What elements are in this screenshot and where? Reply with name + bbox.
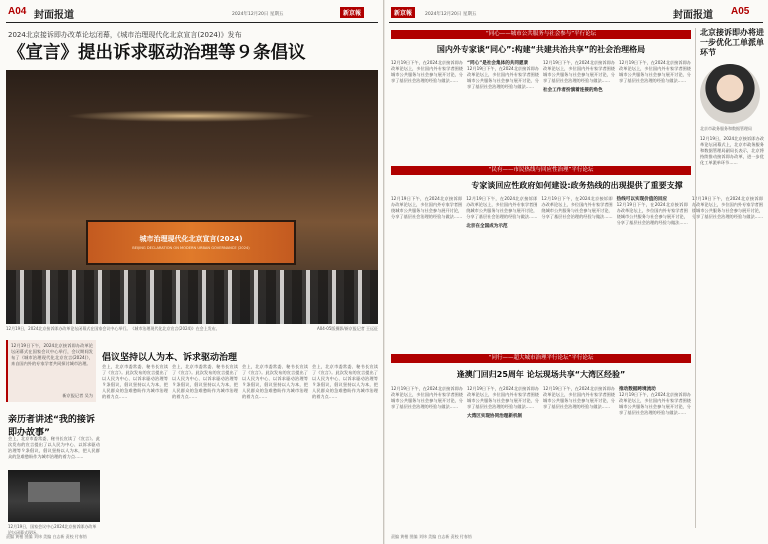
page-footer: 责编 黄楷 图编 刘炜 美编 白志新 责校 付春愔 [391,534,472,539]
body-text: 会上，北京市委常委、秘书长宣读了《宣言》。此次发布的宣言提出了以人民为中心、以诉求驱动治理等９条倡议，倡议坚持以人为本，把人民群众的急难愁盼作为城市治理的着力点…… [242,364,308,399]
article-headline-3: 逢澳门回归25周年 论坛现场共享“大湾区经验” [456,370,626,379]
page-number: A04 [8,6,27,17]
section-title-1: 倡议坚持以人为本、诉求驱动治理 [102,353,238,363]
subhead: “同心”是社会集体的共同愿景 [467,61,529,66]
masthead-logo: 新京報 [340,7,364,18]
main-photo [6,70,378,324]
body-text: 12月19日下午，在2024北京接诉即办改革论坛上，多位国内外专家学者围绕城市公共服务与社会参与展开讨论，分享了基层社会治理的经验与做法…… [543,60,615,83]
body-text: 12月19日下午，在2024北京接诉即办改革论坛上，多位国内外专家学者围绕城市公共服务与社会参与展开讨论，分享了基层社会治理的经验与做法…… [691,196,764,219]
sidebar-body: 12月19日，2024北京接诉即办改革论坛闭幕式上，北京市政务服务和数据管理局副局长表示，北京将持续推动接诉即办改革，进一步优化工单派单环节…… [700,136,764,165]
screen-title: 城市治理现代化北京宣言(2024) [139,235,243,243]
article-1-col3 [543,60,615,160]
body-text: 12月19日下午，在2024北京接诉即办改革论坛上，多位国内外专家学者围绕城市公共服务与社会参与展开讨论，分享了基层社会治理的经验与做法…… [466,196,538,219]
article-3-col4 [619,386,691,526]
body-text: 12月19日下午，在2024北京接诉即办改革论坛上，多位国内外专家学者围绕城市公共服务与社会参与展开讨论，分享了基层社会治理的经验与做法…… [391,386,463,409]
page-number: A05 [731,6,750,17]
left-body-columns [102,364,378,474]
lead-credit: 新京报记者 吴为 [62,393,93,398]
left-header [0,6,383,22]
subhead: 大湾区实现协同治理新机制 [467,414,523,419]
kicker: 2024北京接诉即办改革论坛闭幕，《城市治理现代化北京宣言(2024)》发布 [8,31,242,39]
subhead: 推动数据跨境流动 [619,387,656,392]
headline: 《宣言》提出诉求驱动治理等９条倡议 [8,43,306,63]
forum-banner-1: “同心——城市公共服务与社会参与”平行论坛 [391,30,691,39]
forum-banner-2: “民有——市民热线与回应性治理”平行论坛 [391,166,691,175]
article-headline-1: 国内外专家谈“同心”:构建“共建共治共享”的社会治理格局 [436,45,646,54]
header-rule [389,22,763,23]
body-text: 12月19日下午，在2024北京接诉即办改革论坛上，多位国内外专家学者围绕城市公共服务与社会参与展开讨论，分享了基层社会治理的经验与做法…… [619,60,691,83]
masthead-logo: 新京報 [391,7,415,18]
sidebar-title: 北京接诉即办将进一步优化工单派单环节 [700,28,764,57]
lead-box [6,340,96,402]
body-text: 会上，北京市委常委、秘书长宣读了《宣言》。此次发布的宣言提出了以人民为中心、以诉求驱动治理等９条倡议，倡议坚持以人为本，把人民群众的急难愁盼作为城市治理的着力点…… [8,436,100,459]
body-text: 12月19日下午，在2024北京接诉即办改革论坛上，多位国内外专家学者围绕城市公共服务与社会参与展开讨论，分享了基层社会治理的经验与做法…… [541,196,613,219]
lead-text: 12月19日下午，2024北京接诉即办改革论坛闭幕式在国家会议中心举行，会议期间发布了《城市治理现代化北京宣言(2024)》，来自国内外的专家学者共同探讨城市治理。 [11,343,93,366]
article-2-col4 [617,196,688,346]
sidebar [695,28,765,528]
body-text: 12月19日下午，在2024北京接诉即办改革论坛上，多位国内外专家学者围绕城市公共服务与社会参与展开讨论，分享了基层社会治理的经验与做法…… [467,66,539,89]
article-3-columns [391,386,691,526]
issue-date: 2024年12月20日 星期五 [232,12,284,17]
subhead: 北京在全国成为示范 [466,224,508,229]
screen-subtitle: BEIJING DECLARATION ON MODERN URBAN GOVERNANCE (2024) [132,246,250,250]
article-2-col2 [466,196,537,346]
header-rule [6,22,378,23]
body-text: 12月19日下午，在2024北京接诉即办改革论坛上，多位国内外专家学者围绕城市公共服务与社会参与展开讨论，分享了基层社会治理的经验与做法…… [619,392,691,415]
stage-screen [86,220,296,265]
body-text: 12月19日下午，在2024北京接诉即办改革论坛上，多位国内外专家学者围绕城市公共服务与社会参与展开讨论，分享了基层社会治理的经验与做法…… [391,60,463,83]
portrait-caption: 北京市政务服务和数据管理局 [700,126,752,131]
audience [6,270,378,324]
right-header [385,6,768,22]
forum-banner-3: “同行——超大城市治理平行论坛”平行论坛 [391,354,691,363]
small-photo-caption: 12月19日，国家会议中心2024北京接诉即办改革论坛闭幕式现场。 [8,524,97,535]
body-text: 12月19日下午，在2024北京接诉即办改革论坛上，多位国内外专家学者围绕城市公共服务与社会参与展开讨论，分享了基层社会治理的经验与做法…… [616,202,688,225]
body-text: 会上，北京市委常委、秘书长宣读了《宣言》。此次发布的宣言提出了以人民为中心、以诉求驱动治理等９条倡议，倡议坚持以人为本，把人民群众的急难愁盼作为城市治理的着力点…… [172,364,238,399]
body-text: 会上，北京市委常委、秘书长宣读了《宣言》。此次发布的宣言提出了以人民为中心、以诉求驱动治理等９条倡议，倡议坚持以人为本，把人民群众的急难愁盼作为城市治理的着力点…… [312,364,378,399]
page-footer: 责编 黄楷 图编 刘炜 美编 白志新 责校 付春愔 [6,534,87,539]
article-headline-2: 专家谈回应性政府如何建设:政务热线的出现提供了重要支撑 [471,181,683,190]
small-photo [8,470,100,522]
photo-credit: A04-05版摄影/新京报记者 王远征 [317,326,378,331]
subhead: 热线可以实现价值的回应 [616,197,668,202]
issue-date: 2024年12月20日 星期五 [425,12,477,17]
body-text: 12月19日下午，在2024北京接诉即办改革论坛上，多位国内外专家学者围绕城市公共服务与社会参与展开讨论，分享了基层社会治理的经验与做法…… [543,386,615,409]
body-text: 12月19日下午，在2024北京接诉即办改革论坛上，多位国内外专家学者围绕城市公共服务与社会参与展开讨论，分享了基层社会治理的经验与做法…… [391,196,463,219]
section-name: 封面报道 [673,10,713,21]
section-name: 封面报道 [34,10,74,21]
photo-caption: 12月19日，2024北京接诉即办改革论坛闭幕式在国家会议中心举行。《城市治理现代化北京宣言(2024)》在会上发布。 [6,326,220,331]
body-text: 会上，北京市委常委、秘书长宣读了《宣言》。此次发布的宣言提出了以人民为中心、以诉求驱动治理等９条倡议，倡议坚持以人为本，把人民群众的急难愁盼作为城市治理的着力点…… [102,364,168,399]
right-page [385,0,768,544]
portrait-photo [700,64,760,124]
article-3-col2 [467,386,539,526]
section-title-2: 亲历者讲述“我的接诉即办故事” [8,415,95,438]
subhead: 社会工作者扮演着连接的角色 [543,88,603,93]
article-1-col2 [467,60,539,160]
body-text: 12月19日下午，在2024北京接诉即办改革论坛上，多位国内外专家学者围绕城市公共服务与社会参与展开讨论，分享了基层社会治理的经验与做法…… [467,386,539,409]
article-1-columns [391,60,691,160]
